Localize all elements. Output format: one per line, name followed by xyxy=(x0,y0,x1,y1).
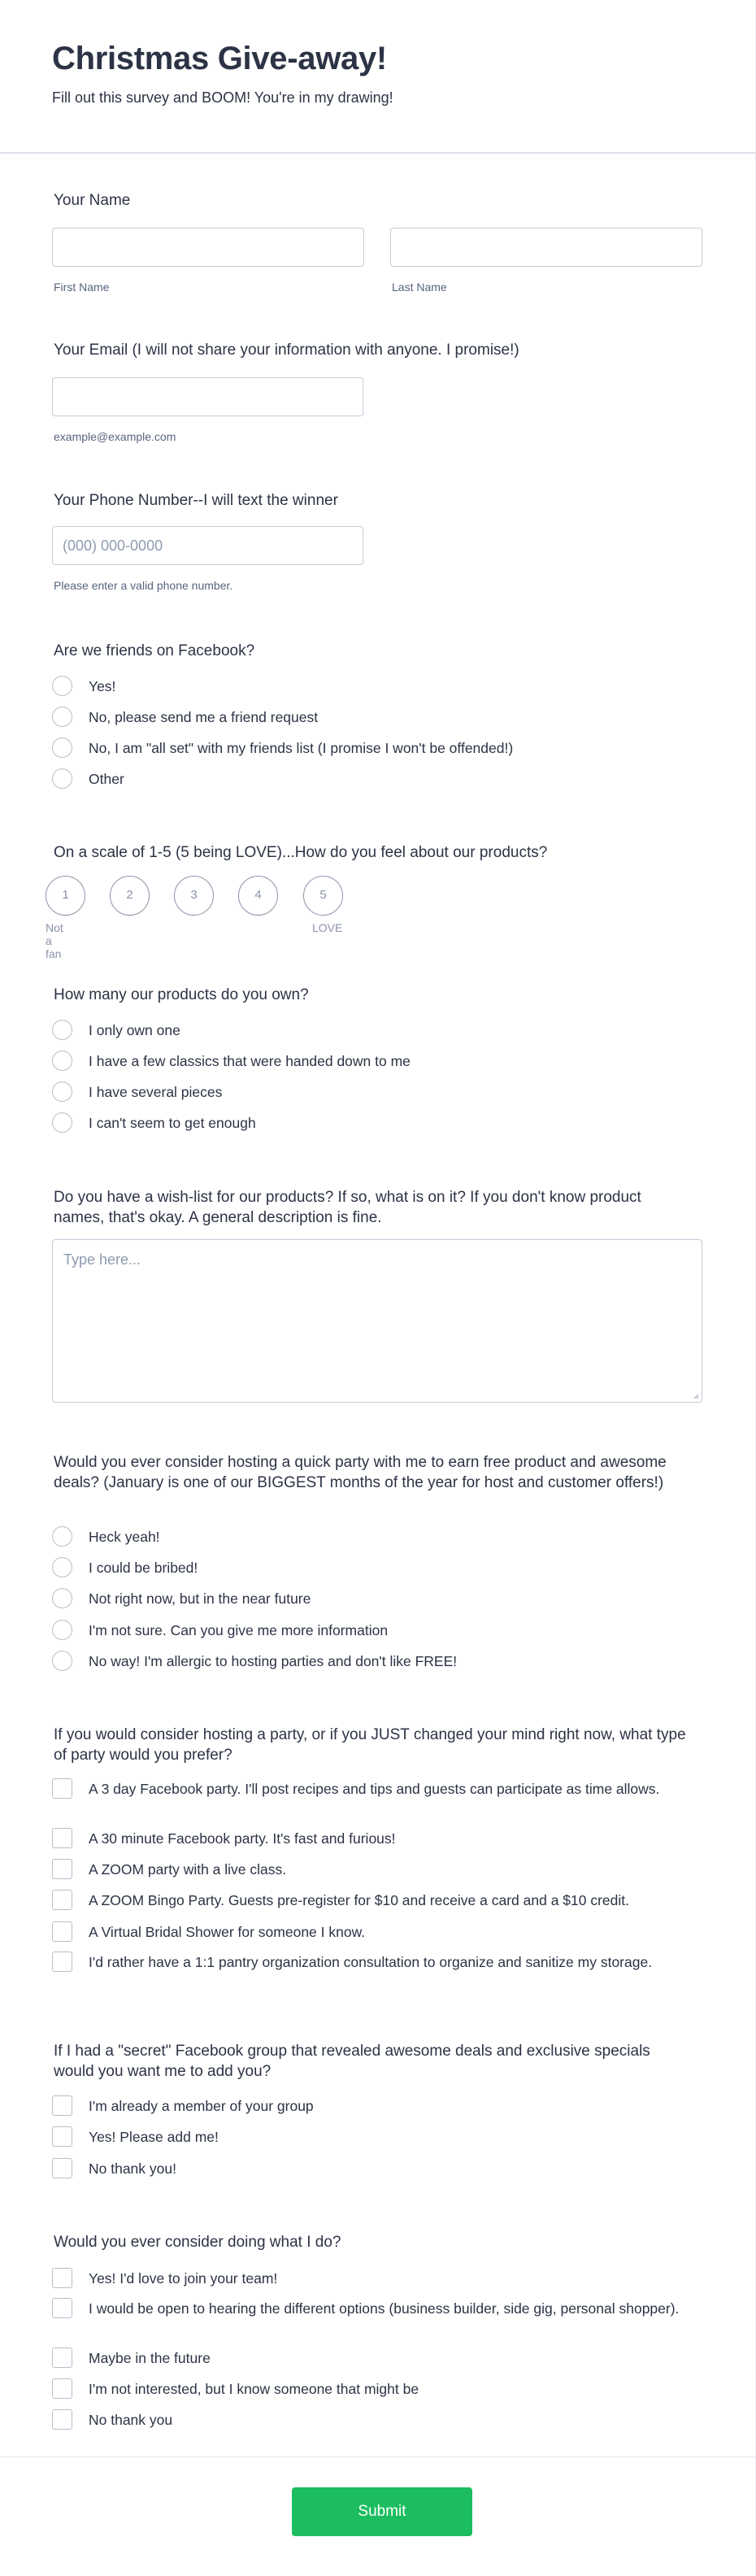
checkbox[interactable] xyxy=(52,2348,72,2368)
wishlist-question-label: Do you have a wish-list for our products? If so, what is on it? If you don't know product names, that's okay. A general description is fine. xyxy=(54,1189,641,1226)
hosting-option[interactable]: No way! I'm allergic to hosting parties and don't like FREE! xyxy=(52,1651,457,1671)
party-type-option[interactable]: A ZOOM party with a live class. xyxy=(52,1860,286,1879)
hosting-option[interactable]: I'm not sure. Can you give me more information xyxy=(52,1621,388,1640)
party-type-option[interactable]: A 30 minute Facebook party. It's fast and furious! xyxy=(52,1829,396,1848)
radio-button[interactable] xyxy=(52,1651,72,1671)
radio-button[interactable] xyxy=(52,1112,72,1133)
checkbox[interactable] xyxy=(52,2095,72,2116)
rating-question-label: On a scale of 1-5 (5 being LOVE)...How do you feel about our products? xyxy=(54,844,548,861)
radio-button[interactable] xyxy=(52,676,72,696)
first-name-sublabel: First Name xyxy=(54,281,110,294)
radio-button[interactable] xyxy=(52,738,72,758)
party-type-option[interactable]: A Virtual Bridal Shower for someone I know. xyxy=(52,1922,365,1942)
rating-high-label: LOVE xyxy=(312,921,343,934)
radio-button[interactable] xyxy=(52,707,72,727)
email-sublabel: example@example.com xyxy=(54,430,176,443)
rating-low-label: Not a fan xyxy=(46,921,63,960)
hosting-option[interactable]: Not right now, but in the near future xyxy=(52,1589,311,1608)
hosting-option[interactable]: I could be bribed! xyxy=(52,1558,198,1577)
party-type-option[interactable]: I'd rather have a 1:1 pantry organization consultation to organize and sanitize my storage. xyxy=(52,1952,652,1972)
form-subtitle: Fill out this survey and BOOM! You're in my drawing! xyxy=(52,89,393,106)
checkbox[interactable] xyxy=(52,2409,72,2430)
submit-button[interactable]: Submit xyxy=(292,2487,472,2536)
join-team-option[interactable]: Maybe in the future xyxy=(52,2348,211,2368)
party-type-option[interactable]: A ZOOM Bingo Party. Guests pre-register for $10 and receive a card and a $10 credit. xyxy=(52,1891,629,1910)
secret-group-question-label: If I had a "secret" Facebook group that revealed awesome deals and exclusive specials would you want me to add you? xyxy=(54,2043,650,2080)
join-team-question-label: Would you ever consider doing what I do? xyxy=(54,2234,341,2251)
rating-2-button[interactable]: 2 xyxy=(110,876,150,916)
radio-button[interactable] xyxy=(52,1051,72,1071)
checkbox[interactable] xyxy=(52,1778,72,1799)
facebook-option[interactable]: Other xyxy=(52,769,124,789)
checkbox[interactable] xyxy=(52,2378,72,2399)
checkbox[interactable] xyxy=(52,1890,72,1910)
checkbox[interactable] xyxy=(52,1859,72,1879)
hosting-option[interactable]: Heck yeah! xyxy=(52,1527,160,1547)
products-option[interactable]: I can't seem to get enough xyxy=(52,1113,256,1133)
products-option[interactable]: I only own one xyxy=(52,1020,180,1040)
phone-question-label: Your Phone Number--I will text the winner xyxy=(54,492,338,509)
phone-input[interactable]: (000) 000-0000 xyxy=(52,526,363,565)
footer-divider xyxy=(0,2456,755,2457)
first-name-input[interactable] xyxy=(52,228,364,267)
checkbox[interactable] xyxy=(52,1952,72,1972)
wishlist-placeholder: Type here... xyxy=(63,1251,141,1268)
checkbox[interactable] xyxy=(52,1828,72,1848)
phone-sublabel: Please enter a valid phone number. xyxy=(54,579,233,592)
email-question-label: Your Email (I will not share your information with anyone. I promise!) xyxy=(54,342,519,359)
form-header xyxy=(0,0,755,154)
products-option[interactable]: I have several pieces xyxy=(52,1082,222,1102)
rating-5-button[interactable]: 5 xyxy=(303,876,343,916)
secret-group-option[interactable]: No thank you! xyxy=(52,2159,176,2178)
name-question-label: Your Name xyxy=(54,192,131,209)
rating-4-button[interactable]: 4 xyxy=(238,876,278,916)
checkbox[interactable] xyxy=(52,2268,72,2288)
hosting-question-label: Would you ever consider hosting a quick party with me to earn free product and awesome deals? (January is one of our BIGGEST months of the year for host and customer offers!) xyxy=(54,1454,667,1491)
checkbox[interactable] xyxy=(52,2298,72,2318)
secret-group-option[interactable]: Yes! Please add me! xyxy=(52,2127,219,2147)
join-team-option[interactable]: I would be open to hearing the different options (business builder, side gig, personal shopper). xyxy=(52,2299,679,2318)
facebook-option[interactable]: No, I am "all set" with my friends list (I promise I won't be offended!) xyxy=(52,738,513,758)
rating-3-button[interactable]: 3 xyxy=(174,876,214,916)
party-type-option[interactable]: A 3 day Facebook party. I'll post recipes and tips and guests can participate as time allows. xyxy=(52,1779,659,1799)
facebook-option[interactable]: Yes! xyxy=(52,677,115,696)
checkbox[interactable] xyxy=(52,1921,72,1942)
rating-1-button[interactable]: 1 xyxy=(46,876,85,916)
secret-group-option[interactable]: I'm already a member of your group xyxy=(52,2096,314,2116)
resize-handle-icon[interactable] xyxy=(693,1393,699,1399)
radio-button[interactable] xyxy=(52,1588,72,1608)
join-team-option[interactable]: Yes! I'd love to join your team! xyxy=(52,2269,277,2288)
radio-button[interactable] xyxy=(52,1620,72,1640)
checkbox[interactable] xyxy=(52,2126,72,2147)
email-input[interactable] xyxy=(52,377,363,416)
facebook-option[interactable]: No, please send me a friend request xyxy=(52,707,318,727)
wishlist-textarea[interactable] xyxy=(52,1239,702,1403)
radio-button[interactable] xyxy=(52,768,72,789)
last-name-sublabel: Last Name xyxy=(392,281,447,294)
radio-button[interactable] xyxy=(52,1557,72,1577)
checkbox[interactable] xyxy=(52,2158,72,2178)
form-title: Christmas Give-away! xyxy=(52,41,387,76)
radio-button[interactable] xyxy=(52,1526,72,1547)
join-team-option[interactable]: No thank you xyxy=(52,2410,172,2430)
products-question-label: How many our products do you own? xyxy=(54,986,309,1003)
last-name-input[interactable] xyxy=(390,228,702,267)
party-type-question-label: If you would consider hosting a party, or if you JUST changed your mind right now, what type of party would you prefer? xyxy=(54,1726,686,1764)
facebook-question-label: Are we friends on Facebook? xyxy=(54,642,255,659)
join-team-option[interactable]: I'm not interested, but I know someone that might be xyxy=(52,2379,419,2399)
products-option[interactable]: I have a few classics that were handed down to me xyxy=(52,1051,411,1071)
radio-button[interactable] xyxy=(52,1020,72,1040)
radio-button[interactable] xyxy=(52,1081,72,1102)
